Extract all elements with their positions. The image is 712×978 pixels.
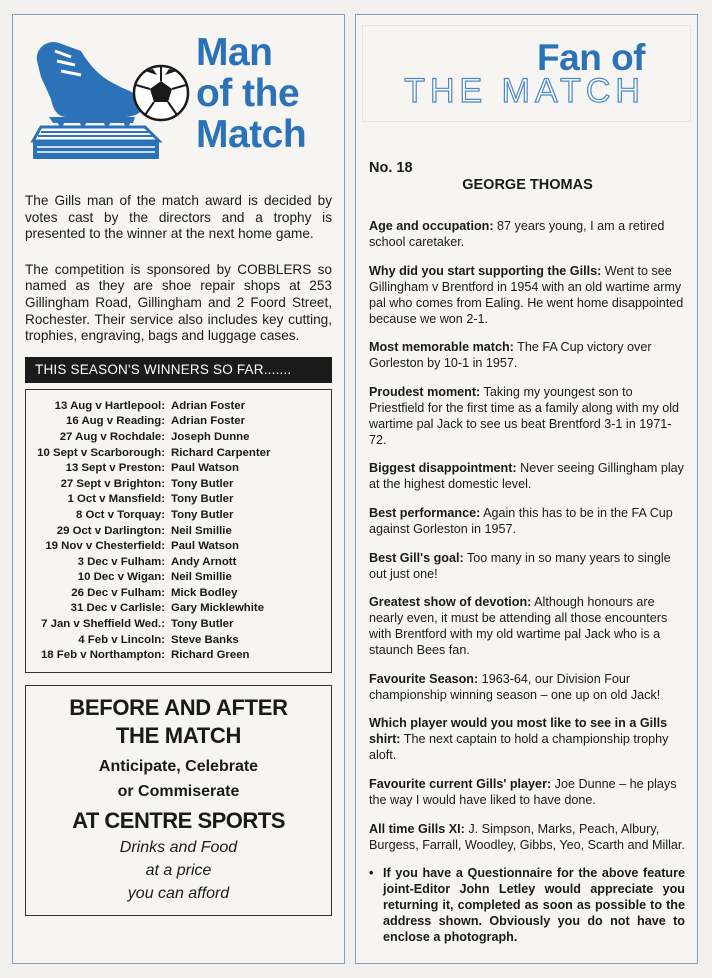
winner-name: Tony Butler [171,508,234,521]
man-of-the-match-panel [12,14,345,964]
winner-row [26,446,331,462]
fan-name: GEORGE THOMAS [462,177,593,193]
qa-answer: Taking my youngest son to Priestfield for the first time as a family along with my old wartime pal Jack to see us beat Brentford 3-1 in 1971-72. [369,384,680,447]
winner-match: 13 Sept v Preston: [65,462,165,475]
winner-match: 3 Dec v Fulham: [77,555,165,568]
qa-question: Most memorable match: [369,340,514,355]
motm-header [13,15,344,165]
qa-answer: 87 years young, I am a retired school caretaker. [369,219,665,249]
qa-item [369,505,685,537]
winner-row [26,399,331,415]
qa-answer: J. Simpson, Marks, Peach, Albury, Burgess, Farrall, Woodley, Gibbs, Yeo, Scarth and Millar. [369,821,685,852]
qa-question: Why did you start supporting the Gills: [369,263,602,278]
motm-title-line: of the [196,72,300,115]
qa-question: Which player would you most like to see in a Gills shirt: [369,716,668,747]
qa-item [369,263,685,327]
winner-match: 31 Dec v Carlisle: [70,602,165,615]
winner-row [26,461,331,477]
winner-match: 13 Aug v Hartlepool: [54,399,165,412]
winner-match: 7 Jan v Sheffield Wed.: [41,618,165,631]
winner-name: Mick Bodley [171,586,238,599]
motm-sponsor-text: The competition is sponsored by COBBLERS so named as they are shoe repair shops at 253 Gillingham Road, Gillingham and 2 Foord Street, Rochester. Their service also includes key cutting, trophies, engraving, bags and luggage cases. [25,261,332,344]
winner-match: 19 Nov v Chesterfield: [45,540,165,553]
qa-answer: The FA Cup victory over Gorleston by 10-1 in 1957. [369,340,652,371]
winner-match: 16 Aug v Reading: [66,415,165,428]
winner-name: Joseph Dunne [171,430,250,443]
qa-item [369,384,685,448]
winner-row [26,586,331,602]
motm-title-line: Match [196,113,307,156]
winner-name: Neil Smillie [171,524,232,537]
winner-row [26,492,331,508]
winner-name: Gary Micklewhite [171,602,265,615]
advert-subline: or Commiserate [117,782,240,800]
advert-tagline: you can afford [127,884,230,902]
centre-sports-advert [25,685,332,916]
winner-match: 29 Oct v Darlington: [56,524,165,537]
winner-match: 27 Sept v Brighton: [60,477,165,490]
winner-name: Neil Smillie [171,571,232,584]
qa-question: All time Gills XI: [369,821,465,836]
motm-title [196,32,306,155]
winner-match: 18 Feb v Northampton: [40,649,165,662]
winner-row [26,477,331,493]
qa-item [369,218,685,250]
qa-item [369,550,685,582]
winner-match: 8 Oct v Torquay: [75,508,165,521]
qa-answer: Again this has to be in the FA Cup against Gorleston in 1957. [369,505,673,536]
issue-number: No. 18 [369,160,413,176]
winner-name: Tony Butler [171,477,234,490]
questionnaire [369,218,685,945]
bullet-icon: • [369,866,374,881]
winner-match: 26 Dec v Fulham: [71,586,165,599]
qa-question: Age and occupation: [369,219,494,233]
winner-row [26,414,331,430]
qa-answer: Never seeing Gillingham play at the highest domestic level. [369,461,684,492]
questionnaire-note [369,865,685,945]
qa-answer: Went to see Gillingham v Brentford in 1954 with an old wartime army pal who comes from Ealing. He went home disappointed because we won 2-1. [369,263,684,326]
winner-match: 10 Sept v Scarborough: [37,446,165,459]
winner-row [26,648,331,664]
winner-row [26,524,331,540]
winner-match: 10 Dec v Wigan: [77,571,165,584]
fan-of-the-match-panel [355,14,698,964]
advert-venue: AT CENTRE SPORTS [72,807,285,833]
winner-row [26,555,331,571]
winner-name: Tony Butler [171,493,234,506]
qa-item [369,460,685,492]
qa-item [369,715,685,763]
qa-answer: 1963-64, our Division Four championship winning season – one up on old Jack! [369,671,661,702]
winner-name: Andy Arnott [171,555,237,568]
winner-row [26,508,331,524]
winner-row [26,633,331,649]
qa-item [369,594,685,658]
qa-item [369,671,685,703]
note-text: If you have a Questionnaire for the above feature joint-Editor John Letley would appreciate you returning it, completed as soon as possible to the address shown. Obviously you do not have to enclose a photograph. [383,866,685,945]
fotm-header [356,15,697,155]
advert-subline: Anticipate, Celebrate [98,757,259,775]
winner-match: 1 Oct v Mansfield: [67,493,165,506]
qa-answer: Too many in so many years to single out just one! [369,550,671,581]
qa-question: Favourite current Gills' player: [369,776,552,791]
motm-title-line: Man [196,31,273,74]
winner-row [26,539,331,555]
fotm-title-top: Fan of [537,37,645,78]
winner-row [26,601,331,617]
qa-question: Best performance: [369,505,481,520]
qa-question: Biggest disappointment: [369,461,517,476]
fotm-title-bottom: THE MATCH [404,72,645,110]
qa-answer: The next captain to hold a championship trophy aloft. [369,732,669,763]
winner-match: 27 Aug v Rochdale: [59,430,165,443]
winner-row [26,430,331,446]
winner-row [26,617,331,633]
qa-item [369,776,685,808]
advert-headline: BEFORE AND AFTER [69,694,288,720]
winner-row [26,570,331,586]
qa-question: Best Gill's goal: [369,550,464,565]
qa-question: Greatest show of devotion: [369,595,532,610]
winner-match: 4 Feb v Lincoln: [78,633,165,646]
qa-item [369,821,685,853]
winner-name: Adrian Foster [171,415,246,428]
winner-name: Adrian Foster [171,399,246,412]
qa-answer: Although honours are nearly even, it must be attending all those encounters with Brentford with my old wartime pal Jack who is a staunch Bees fan. [369,595,668,658]
qa-answer: Joe Dunne – he plays the way I would have liked to have done. [369,776,677,807]
motm-intro: The Gills man of the match award is decided by votes cast by the directors and a trophy is presented to the winner at the next home game. [25,193,332,242]
advert-tagline: at a price [145,861,212,879]
qa-item [369,339,685,371]
winners-heading: THIS SEASON'S WINNERS SO FAR....... [25,357,332,383]
qa-question: Proudest moment: [369,384,481,399]
boot-ball-trophy-icon [27,31,197,165]
winner-name: Paul Watson [171,540,239,553]
winner-name: Paul Watson [171,462,239,475]
winner-name: Richard Green [171,649,250,662]
winner-name: Tony Butler [171,618,234,631]
advert-tagline: Drinks and Food [119,838,238,856]
qa-question: Favourite Season: [369,671,479,686]
winner-name: Richard Carpenter [171,446,271,459]
winner-name: Steve Banks [171,633,239,646]
advert-headline: THE MATCH [115,722,242,748]
winners-list [25,389,332,673]
